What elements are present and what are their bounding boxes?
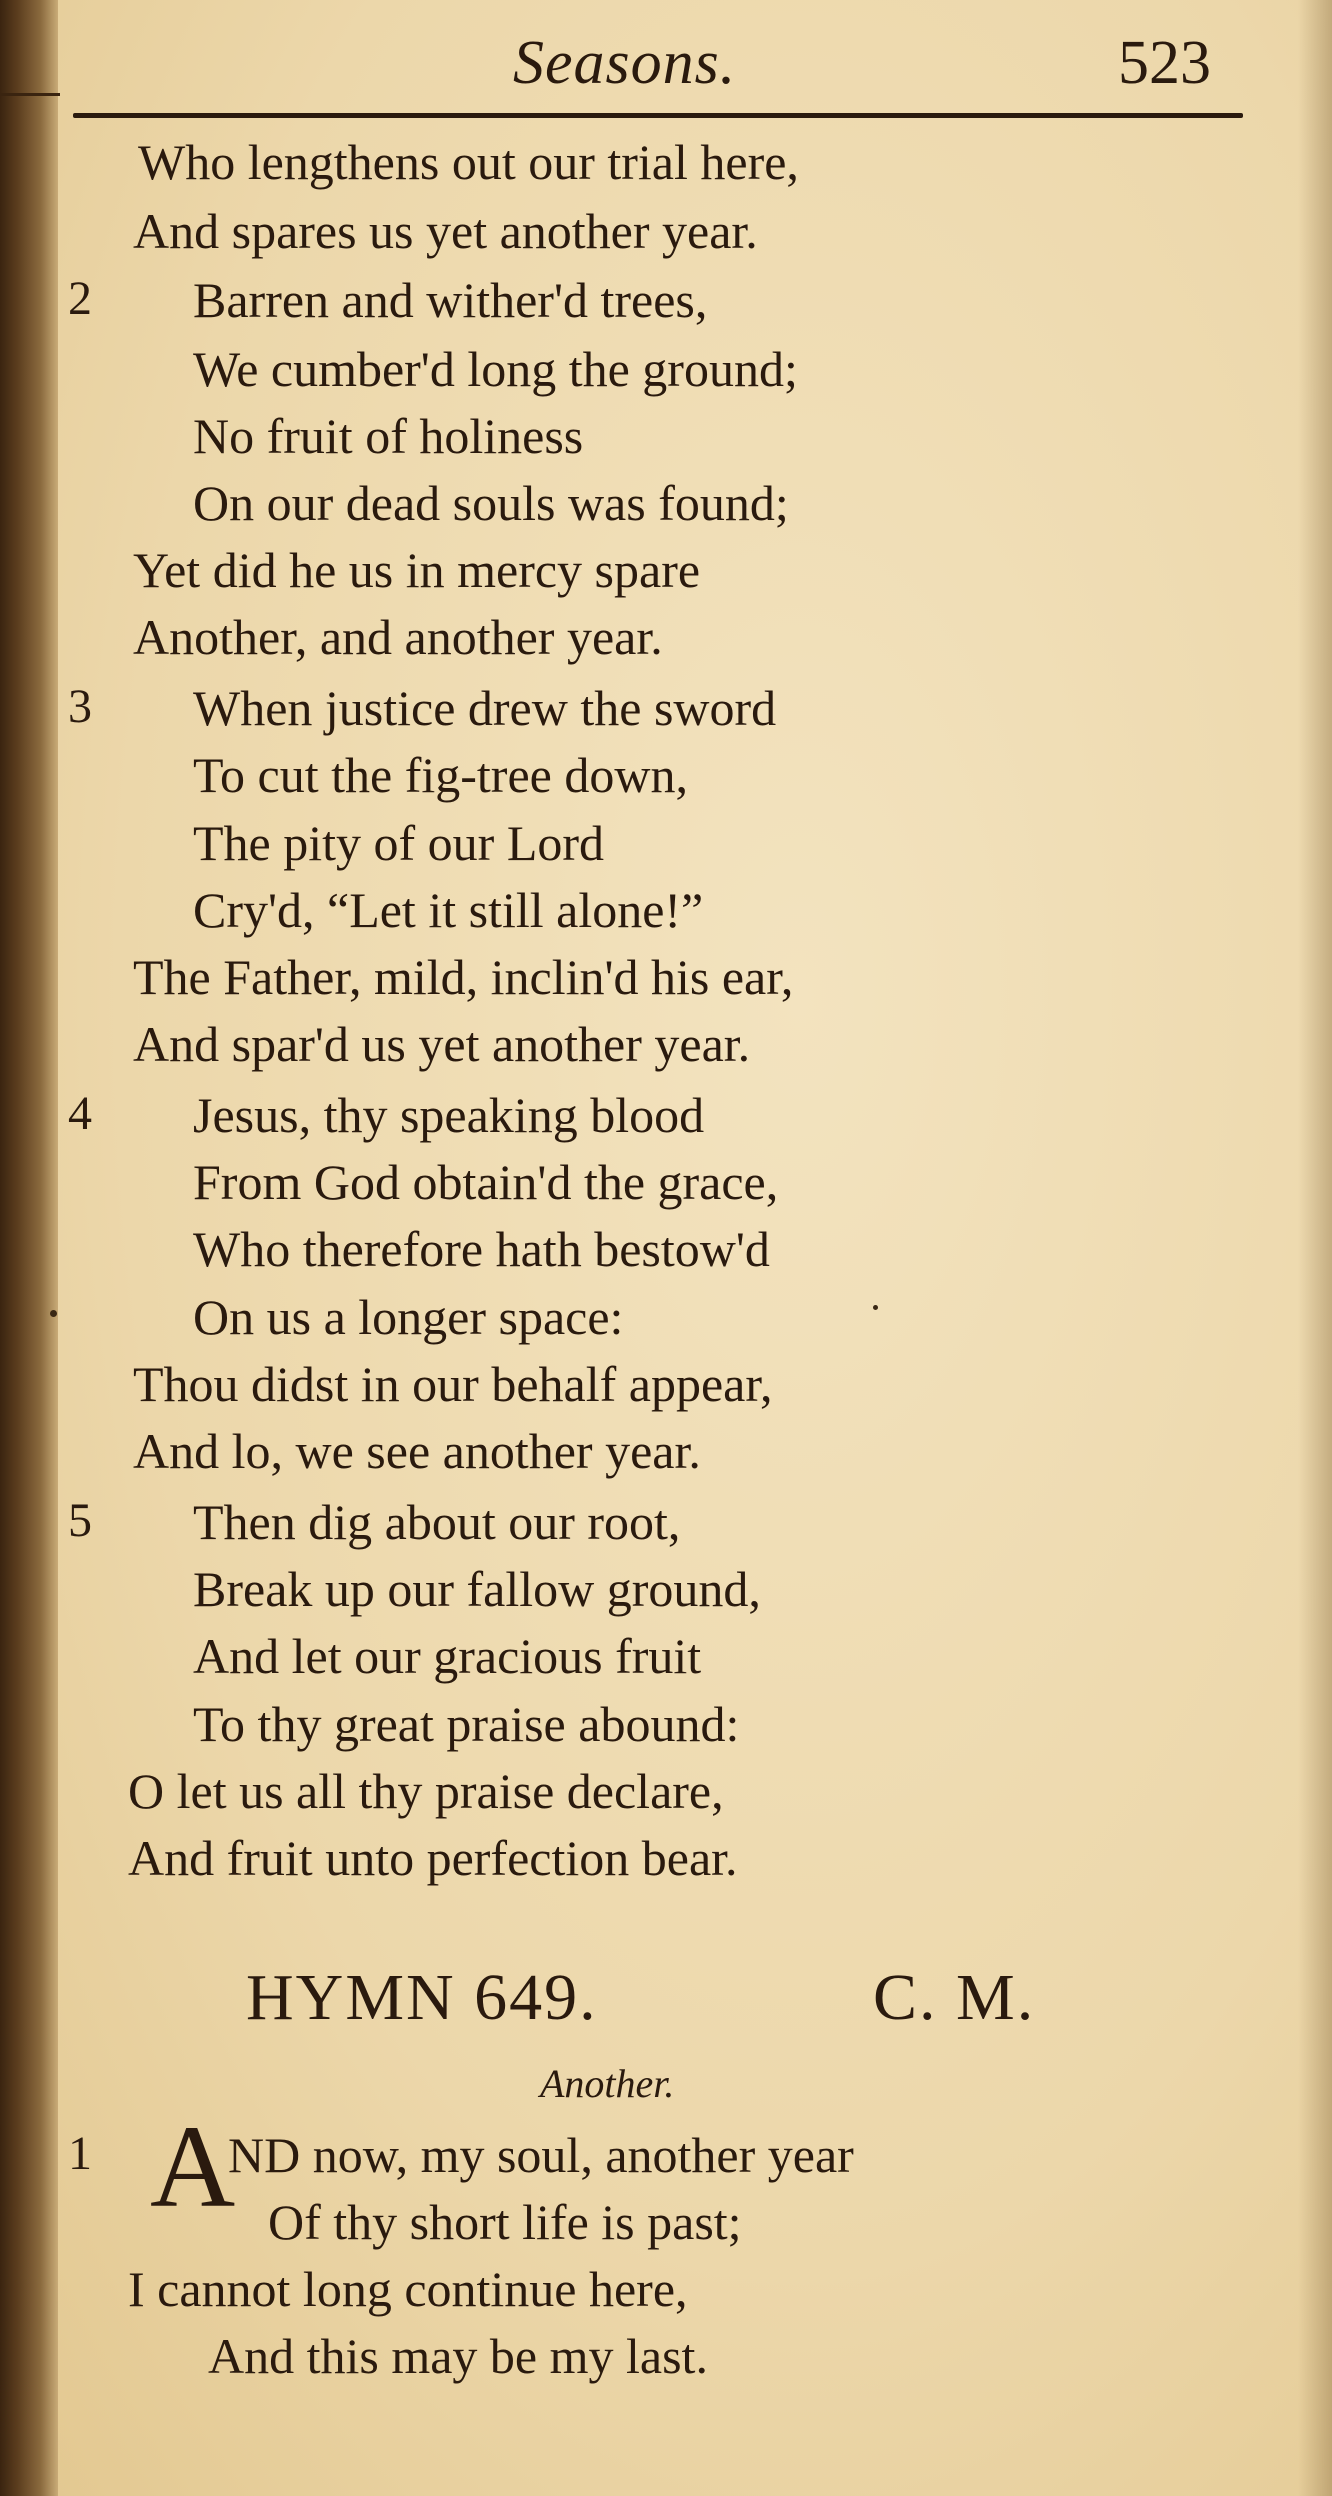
header-rule	[73, 113, 1243, 118]
verse-line: And fruit unto perfection bear.	[128, 1830, 738, 1886]
verse-line: The pity of our Lord	[193, 815, 605, 871]
verse-line: We cumber'd long the ground;	[193, 341, 798, 397]
verse-line: The Father, mild, inclin'd his ear,	[133, 949, 794, 1005]
continuation-line: And spares us yet another year.	[133, 203, 758, 259]
verse-line: On us a longer space:	[193, 1289, 624, 1345]
verse-line: Barren and wither'd trees,	[193, 272, 708, 328]
verse-line: And spar'd us yet another year.	[133, 1016, 751, 1072]
verse-line: When justice drew the sword	[193, 680, 777, 736]
verse-line: ND now, my soul, another year	[228, 2127, 854, 2183]
ink-speck	[873, 1305, 878, 1310]
verse-number: 5	[68, 1494, 92, 1547]
verse-line: Break up our fallow ground,	[193, 1561, 761, 1617]
binding-mark	[0, 93, 60, 96]
verse-line: To cut the fig-tree down,	[193, 747, 688, 803]
continuation-line: Who lengthens out our trial here,	[138, 134, 799, 190]
verse-line: And lo, we see another year.	[133, 1423, 701, 1479]
verse-line: Cry'd, “Let it still alone!”	[193, 882, 704, 938]
hymn-subtitle: Another.	[540, 2061, 675, 2106]
verse-number: 4	[68, 1087, 92, 1140]
verse-line: Jesus, thy speaking blood	[193, 1087, 705, 1143]
running-title: Seasons.	[513, 29, 737, 97]
verse-line: I cannot long continue here,	[128, 2261, 688, 2317]
verse-number: 1	[68, 2127, 92, 2180]
verse-line: Of thy short life is past;	[268, 2194, 742, 2250]
verse-line: Another, and another year.	[133, 609, 663, 665]
verse-line: To thy great praise abound:	[193, 1696, 740, 1752]
ink-speck	[50, 1310, 57, 1317]
verse-line: Who therefore hath bestow'd	[193, 1221, 770, 1277]
hymn-number: HYMN 649.	[246, 1961, 598, 2034]
book-page	[58, 0, 1332, 2496]
verse-line: From God obtain'd the grace,	[193, 1154, 779, 1210]
verse-line: Yet did he us in mercy spare	[133, 542, 701, 598]
verse-line: On our dead souls was found;	[193, 475, 789, 531]
verse-line: And this may be my last.	[208, 2328, 708, 2384]
verse-line: No fruit of holiness	[193, 408, 584, 464]
verse-number: 3	[68, 680, 92, 733]
book-binding	[0, 0, 58, 2496]
verse-line: Thou didst in our behalf appear,	[133, 1356, 773, 1412]
verse-line: O let us all thy praise declare,	[128, 1763, 724, 1819]
drop-cap: A	[150, 2101, 236, 2232]
verse-number: 2	[68, 272, 92, 325]
hymn-meter: C. M.	[873, 1961, 1036, 2034]
page-number: 523	[1118, 29, 1211, 97]
verse-line: Then dig about our root,	[193, 1494, 681, 1550]
verse-line: And let our gracious fruit	[193, 1628, 702, 1684]
page-header	[58, 18, 1332, 118]
